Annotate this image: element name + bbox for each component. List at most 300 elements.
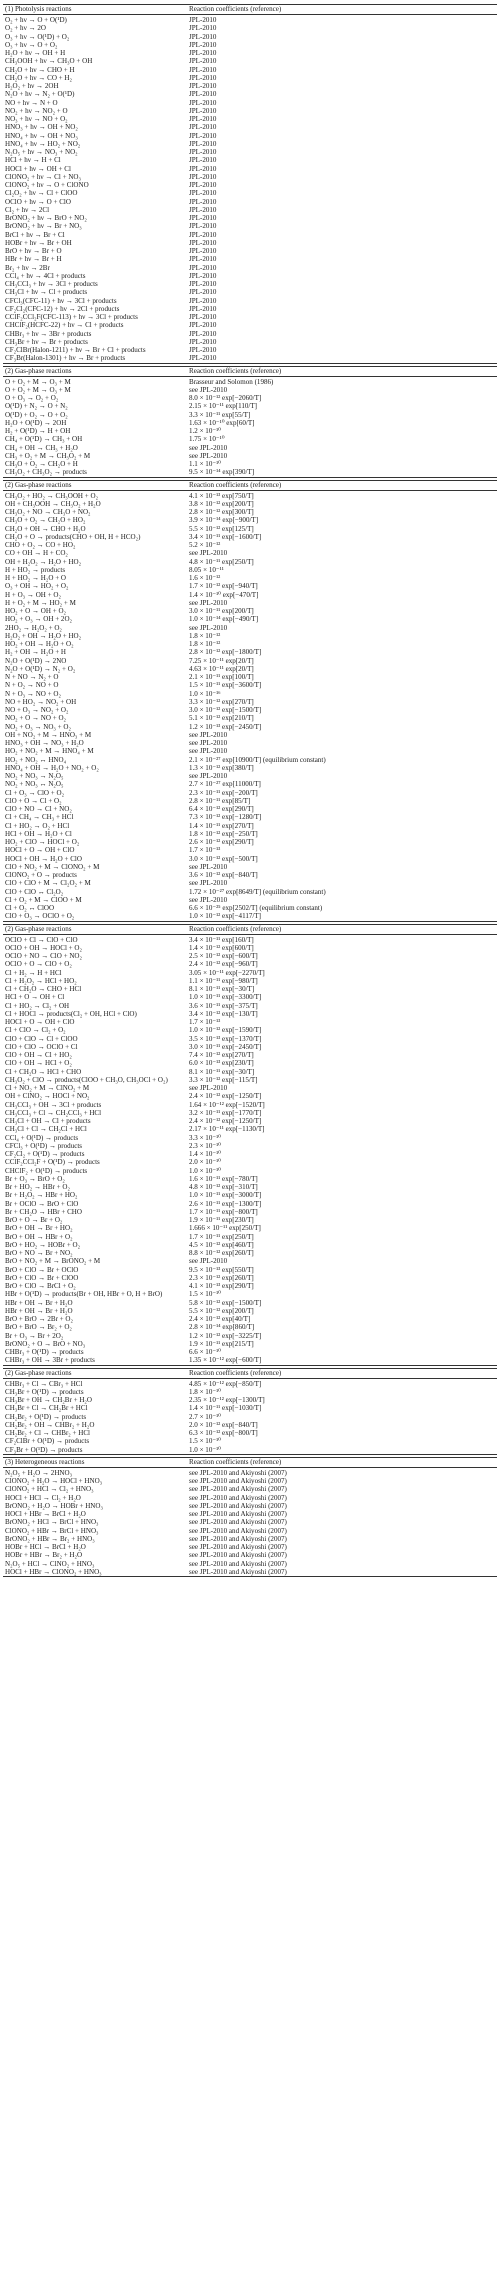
coefficient-cell: 1.9 × 10⁻¹¹ exp[230/T] [189,1216,254,1224]
table-row [3,855,497,863]
coefficient-cell: JPL-2010 [189,337,217,346]
coefficient-cell: JPL-2010 [189,329,217,338]
reaction-cell: N + NO → N₂ + O [5,673,59,681]
reaction-cell: ClO + ClO + M → Cl₂O₂ + M [5,879,91,888]
reaction-cell: BrCl + hν → Br + Cl [5,230,65,239]
table-row [3,665,497,673]
reaction-cell: HOCl + hν → OH + Cl [5,164,71,173]
coefficient-cell: 3.5 × 10⁻¹³ exp[−1370/T] [189,1034,262,1043]
reaction-cell: CH₃Br + O(¹D) → products [5,1387,84,1396]
table-row [3,558,497,566]
table-row [3,789,497,797]
table-row [3,24,497,32]
table-row [3,222,497,230]
reaction-cell: CH₂Br₂ + OH → CHBr₂ + H₂O [5,1420,95,1429]
reaction-cell: ClO + ClO ↔ Cl₂O₂ [5,887,64,896]
reaction-cell: BrONO₂ + O → BrO + NO₃ [5,1339,86,1348]
reaction-cell: Cl₂ + hν → 2Cl [5,205,50,214]
coefficient-cell: 1.6 × 10⁻¹¹ exp[−780/T] [189,1174,258,1183]
table-row [3,698,497,706]
coefficient-cell: see JPL-2010 and Akiyoshi (2007) [189,1567,287,1576]
section-header-row [3,924,497,935]
reaction-cell: ClO + OH → Cl + HO₂ [5,1051,72,1059]
reaction-cell: CH₃Cl + Cl → CH₂Cl + HCl [5,1125,87,1134]
reaction-cell: ClO + O₃ → OClO + O₂ [5,912,75,921]
coefficient-cell: 6.4 × 10⁻¹² exp[290/T] [189,805,254,813]
table-row [3,944,497,952]
reaction-cell: BrO + NO → Br + NO₂ [5,1249,73,1257]
table-row [3,16,497,24]
table-row [3,1315,497,1323]
coefficient-cell: 1.0 × 10⁻¹⁴ exp[−490/T] [189,615,259,624]
reaction-cell: ClO + NO → Cl + NO₂ [5,805,72,813]
coefficient-cell: 2.8 × 10⁻¹⁴ exp[860/T] [189,1323,255,1332]
coefficient-cell: 4.85 × 10⁻¹² exp[−850/T] [189,1379,262,1388]
coefficient-cell: 5.2 × 10⁻¹² [189,541,221,549]
coefficient-cell: 2.3 × 10⁻¹² exp[260/T] [189,1273,254,1282]
coefficient-cell: 2.1 × 10⁻¹¹ exp[100/T] [189,673,254,681]
coefficient-cell: 2.5 × 10⁻¹² exp[−600/T] [189,952,258,960]
reaction-cell: CHBr₃ + OH → 3Br + products [5,1356,95,1365]
coefficient-cell: 3.3 × 10⁻¹⁰ [189,1133,222,1142]
coefficient-cell: 1.35 × 10⁻¹² exp[−600/T] [189,1356,262,1365]
coefficient-cell: 1.4 × 10⁻¹⁰ [189,1150,222,1158]
reaction-cell: CH₃Br + Cl → CH₂Br + HCl [5,1404,88,1413]
coefficient-cell: 1.63 × 10⁻¹⁰ exp[60/T] [189,418,255,427]
coefficient-cell: 1.0 × 10⁻¹² exp[−4117/T] [189,912,261,921]
table-row [3,132,497,140]
reaction-cell: Cl + HO₂ → Cl₂ + OH [5,1001,70,1010]
table-row [3,830,497,838]
table-row [3,378,497,386]
table-row [3,1183,497,1191]
coefficient-cell: 1.9 × 10⁻¹¹ exp[215/T] [189,1339,254,1348]
reaction-cell: CH₂Br₂ + Cl → CHBr₂ + HCl [5,1429,91,1437]
table-row [3,419,497,427]
coefficient-cell: 3.0 × 10⁻¹¹ exp[−2450/T] [189,1042,262,1051]
reaction-cell: ClO + OH → HCl + O₂ [5,1059,72,1068]
coefficient-cell: 8.1 × 10⁻¹¹ exp[−30/T] [189,1067,255,1076]
reaction-cell: Br + H₂O₂ → HBr + HO₂ [5,1191,78,1200]
section-title: (2) Gas-phase reactions [5,924,72,933]
reaction-cell: CClF₂CCl₂F(CFC-113) + hν → 3Cl + products [5,313,138,321]
table-row [3,394,497,402]
reaction-cell: OH + NO₂ + M → HNO₃ + M [5,730,92,739]
coefficient-cell: 4.1 × 10⁻¹³ exp[750/T] [189,491,254,500]
section-divider [3,477,497,478]
column-header: Reaction coefficients (reference) [189,5,282,13]
table-row [3,1134,497,1142]
coefficient-cell: see JPL-2010 [189,730,228,739]
table-row [3,648,497,656]
reaction-cell: Br + CH₂O → HBr + CHO [5,1207,82,1216]
reaction-cell: Cl + O₃ → ClO + O₂ [5,788,65,797]
reaction-cell: CHClF₂(HCFC-22) + hν → Cl + products [5,321,124,330]
table-row [3,305,497,313]
coefficient-cell: 7.4 × 10⁻¹² exp[270/T] [189,1051,254,1059]
table-row [3,264,497,272]
coefficient-cell: see JPL-2010 [189,1257,228,1266]
coefficient-cell: JPL-2010 [189,49,217,57]
reaction-cell: HO₂ + OH → H₂O + O₂ [5,640,74,648]
table-row [3,615,497,623]
table-section [3,1457,497,1577]
reaction-cell: HOCl + OH → H₂O + ClO [5,854,82,863]
table-row [3,1018,497,1026]
coefficient-cell: JPL-2010 [189,32,217,41]
reaction-cell: CF₂Cl₂ + O(¹D) → products [5,1150,85,1158]
section-title: (2) Gas-phase reactions [5,480,72,489]
table-row [3,1323,497,1331]
table-row [3,33,497,41]
reaction-cell: CHClF₂ + O(¹D) → products [5,1166,88,1175]
table-row [3,1290,497,1298]
coefficient-cell: 1.1 × 10⁻¹⁰ [189,460,222,468]
table-row [3,272,497,280]
table-row [3,1494,497,1502]
reaction-cell: H + O₃ → OH + O₂ [5,590,61,599]
table-row [3,896,497,904]
coefficient-cell: 3.0 × 10⁻¹² exp[−500/T] [189,854,258,863]
reaction-cell: CCl₄ + hν → 4Cl + products [5,271,86,280]
table-row [3,1543,497,1551]
table-row [3,888,497,896]
table-row [3,1142,497,1150]
reaction-cell: H₂ + O(¹D) → H + OH [5,427,71,435]
table-row [3,41,497,49]
reaction-cell: H₂O₂ + hν → 2OH [5,82,59,90]
coefficient-cell: 6.6 × 10⁻¹⁰ [189,1348,222,1356]
table-row [3,690,497,698]
table-row [3,1266,497,1274]
column-header: Reaction coefficients (reference) [189,924,282,933]
reaction-cell: CO + OH → H + CO₂ [5,549,68,558]
coefficient-cell: JPL-2010 [189,156,217,165]
reaction-cell: OH + ClNO₂ → HOCl + NO₂ [5,1092,90,1101]
reaction-cell: N₂O₅ + HCl → ClNO₂ + HNO₃ [5,1559,95,1568]
table-row [3,1216,497,1224]
table-row [3,525,497,533]
coefficient-cell: JPL-2010 [189,24,217,33]
reaction-cell: OH + CH₃OOH → CH₃O₂ + H₂O [5,499,101,508]
reaction-cell: N₂O + hν → N₂ + O(¹D) [5,90,75,99]
table-row [3,879,497,887]
reaction-cell: HNO₃ + hν → OH + NO₂ [5,123,78,132]
coefficient-cell: 2.7 × 10⁻¹⁰ [189,1412,222,1421]
table-row [3,1469,497,1477]
reaction-cell: Cl + CH₂O → HCl + CHO [5,1067,82,1076]
table-row [3,156,497,164]
coefficient-cell: JPL-2010 [189,82,217,90]
table-row [3,772,497,780]
table-row [3,1340,497,1348]
reaction-cell: HBr + OH → Br + H₂O [5,1306,73,1315]
reaction-cell: CH₃O₂ + NO → CH₃O + NO₂ [5,508,91,516]
table-row [3,288,497,296]
coefficient-cell: 3.4 × 10⁻¹¹ exp[−1600/T] [189,532,262,541]
table-row [3,1282,497,1290]
table-row [3,977,497,985]
coefficient-cell: 2.35 × 10⁻¹² exp[−1300/T] [189,1396,265,1404]
coefficient-cell: 1.4 × 10⁻¹⁰ exp[−470/T] [189,590,259,599]
table-row [3,582,497,590]
reaction-cell: CH₂Br₂ + O(¹D) → products [5,1412,87,1421]
coefficient-cell: JPL-2010 [189,304,217,313]
coefficient-cell: JPL-2010 [189,181,217,189]
table-row [3,452,497,460]
reaction-cell: HO₂ + NO₂ + M → HNO₄ + M [5,747,94,756]
coefficient-cell: JPL-2010 [189,148,217,156]
table-section [3,1368,497,1455]
coefficient-cell: JPL-2010 [189,197,217,206]
reaction-cell: Cl + NO₂ + M → ClNO₂ + M [5,1084,90,1092]
table-row [3,952,497,960]
table-row [3,805,497,813]
reaction-cell: O(¹D) + N₂ → O + N₂ [5,402,68,411]
reaction-cell: BrONO₂ + hν → BrO + NO₂ [5,214,87,222]
coefficient-cell: 6.0 × 10⁻¹³ exp[230/T] [189,1059,254,1068]
coefficient-cell: JPL-2010 [189,98,217,107]
table-row [3,330,497,338]
table-row [3,1191,497,1199]
table-row [3,607,497,615]
coefficient-cell: 4.1 × 10⁻¹³ exp[290/T] [189,1282,254,1290]
coefficient-cell: 5.8 × 10⁻¹² exp[−1500/T] [189,1298,262,1307]
coefficient-cell: see JPL-2010 and Akiyoshi (2007) [189,1534,287,1543]
reaction-cell: BrO + BrO → Br₂ + O₂ [5,1323,72,1332]
reaction-cell: HCl + hν → H + Cl [5,156,61,165]
reaction-cell: BrO + hν → Br + O [5,247,62,255]
coefficient-cell: 6.3 × 10⁻¹² exp[−800/T] [189,1429,258,1437]
coefficient-cell: 1.5 × 10⁻¹¹ exp[−3600/T] [189,681,262,690]
table-row [3,1404,497,1412]
table-row [3,346,497,354]
reaction-cell: NO₂ + hν → NO₂ + O [5,106,68,115]
coefficient-cell: 4.8 × 10⁻¹¹ exp[250/T] [189,557,254,566]
table-row [3,354,497,362]
reaction-cell: CHBr₃ + hν → 3Br + products [5,329,92,338]
reaction-cell: N₂O + O(¹D) → 2NO [5,656,67,665]
table-row [3,49,497,57]
coefficient-cell: see JPL-2010 and Akiyoshi (2007) [189,1543,287,1551]
table-row [3,411,497,419]
table-row [3,936,497,944]
table-row [3,731,497,739]
table-row [3,1167,497,1175]
reaction-cell: O(¹D) + O₂ → O + O₂ [5,410,68,419]
table-row [3,1307,497,1315]
coefficient-cell: 2.4 × 10⁻¹² exp[40/T] [189,1315,251,1323]
table-row [3,189,497,197]
reaction-cell: BrONO₂ + H₂O → HOBr + HNO₃ [5,1501,103,1510]
reaction-cell: HOCl + O → OH + ClO [5,1018,75,1026]
table-row [3,1224,497,1232]
coefficient-cell: 3.3 × 10⁻¹¹ exp[55/T] [189,410,251,419]
table-row [3,1446,497,1454]
reaction-cell: CH₃Cl + OH → Cl + products [5,1117,91,1125]
reaction-cell: O₂ + hν → 2O [5,24,46,33]
table-section [3,924,497,1366]
section-divider [3,363,497,364]
reaction-cell: O₃ + hν → O(¹D) + O₂ [5,32,70,41]
reaction-cell: CFCl₃(CFC-11) + hν → 3Cl + products [5,296,117,305]
coefficient-cell: 2.8 × 10⁻¹² exp[−1800/T] [189,648,262,657]
table-row [3,541,497,549]
table-row [3,1249,497,1257]
reaction-cell: HOCl + HBr → ClONO₂ + HNO₃ [5,1567,102,1576]
coefficient-cell: 3.6 × 10⁻¹¹ exp[−375/T] [189,1001,258,1010]
coefficient-cell: JPL-2010 [189,313,217,321]
coefficient-cell: JPL-2010 [189,271,217,280]
table-row [3,624,497,632]
reaction-cell: BrONO₂ + HBr → Br₂ + HNO₃ [5,1534,95,1543]
reaction-cell: OClO + O → ClO + O₂ [5,960,72,969]
section-header-row [3,480,497,491]
reaction-cell: CHBr₃ + O(¹D) → products [5,1348,84,1356]
table-row [3,969,497,977]
table-row [3,599,497,607]
coefficient-cell: 1.0 × 10⁻¹⁶ [189,689,221,698]
coefficient-cell: 5.5 × 10⁻¹² exp[125/T] [189,524,254,533]
reaction-cell: HOCl + O → OH + ClO [5,846,75,855]
reaction-cell: CFCl₃ + O(¹D) → products [5,1141,83,1150]
table-row [3,681,497,689]
table-row [3,1518,497,1526]
coefficient-cell: JPL-2010 [189,280,217,288]
reaction-cell: N + O₂ → NO + O [5,681,59,690]
reaction-cell: H₂O + O(¹D) → 2OH [5,418,67,427]
coefficient-cell: see JPL-2010 and Akiyoshi (2007) [189,1518,287,1527]
reaction-cell: NO + O₃ → NO₂ + O₂ [5,706,69,714]
coefficient-cell: JPL-2010 [189,172,217,181]
coefficient-cell: 1.0 × 10⁻¹⁰ [189,1166,222,1175]
reaction-cell: O + O₂ + M → O₃ + M [5,385,71,394]
table-row [3,1101,497,1109]
table-row [3,82,497,90]
coefficient-cell: 3.4 × 10⁻¹² exp[−130/T] [189,1009,258,1018]
coefficient-cell: see JPL-2010 and Akiyoshi (2007) [189,1526,287,1535]
table-row [3,1200,497,1208]
coefficient-cell: JPL-2010 [189,354,217,363]
table-row [3,1332,497,1340]
section-divider [3,921,497,922]
section-header-row [3,1457,497,1468]
reaction-cell: BrO + ClO → Br + OClO [5,1265,79,1274]
coefficient-cell: see JPL-2010 [189,862,228,871]
coefficient-cell: see JPL-2010 [189,598,228,607]
table-row [3,739,497,747]
table-row [3,1560,497,1568]
coefficient-cell: 8.05 × 10⁻¹¹ [189,565,224,574]
reaction-cell: 2HO₂ → H₂O₂ + O₂ [5,623,62,632]
table-row [3,1380,497,1388]
reaction-cell: HBr + hν → Br + H [5,255,62,264]
table-row [3,960,497,968]
table-row [3,1299,497,1307]
reaction-cell: N₂O₅ + hν → NO₃ + NO₂ [5,148,78,156]
table-row [3,1084,497,1092]
reaction-cell: HNO₄ + hν → OH + NO₃ [5,131,78,140]
table-row [3,280,497,288]
table-row [3,427,497,435]
table-row [3,912,497,920]
coefficient-cell: 1.3 × 10⁻¹² exp[380/T] [189,763,254,772]
coefficient-cell: 2.3 × 10⁻¹⁰ [189,1141,222,1150]
table-row [3,74,497,82]
coefficient-cell: 1.5 × 10⁻¹⁰ [189,1290,222,1299]
table-row [3,386,497,394]
table-row [3,321,497,329]
table-row [3,468,497,476]
reaction-cell: H₂ + OH → H₂O + H [5,648,67,657]
table-row [3,1396,497,1404]
table-row [3,1485,497,1493]
table-row [3,500,497,508]
coefficient-cell: 2.6 × 10⁻¹² exp[290/T] [189,838,254,846]
coefficient-cell: 7.3 × 10⁻¹² exp[−1280/T] [189,813,262,822]
coefficient-cell: 8.8 × 10⁻¹² exp[260/T] [189,1249,254,1257]
table-row [3,797,497,805]
coefficient-cell: 6.6 × 10⁻²⁵ exp[2502/T] (equilibrium constant) [189,904,323,912]
reaction-cell: BrO + ClO → Br + ClOO [5,1273,79,1282]
reaction-cell: BrO + OH → HBr + O₂ [5,1232,73,1241]
coefficient-cell: 4.5 × 10⁻¹² exp[460/T] [189,1240,254,1249]
table-row [3,66,497,74]
table-row [3,1568,497,1576]
reaction-cell: HBr + OH → Br + H₂O [5,1298,73,1307]
reaction-cell: HNO₃ + OH → NO₃ + H₂O [5,739,84,747]
reaction-cell: O₂ + hν → O + O(¹D) [5,16,67,24]
coefficient-cell: see JPL-2010 [189,879,228,888]
table-row [3,657,497,665]
coefficient-cell: 3.2 × 10⁻¹¹ exp[−1770/T] [189,1108,262,1117]
reaction-cell: BrO + HO₂ → HOBr + O₂ [5,1240,81,1249]
table-row [3,297,497,305]
table-row [3,1068,497,1076]
reaction-cell: ClO + O → Cl + O₂ [5,796,62,805]
coefficient-cell: JPL-2010 [189,288,217,297]
table-row [3,173,497,181]
coefficient-cell: JPL-2010 [189,214,217,222]
table-row [3,985,497,993]
coefficient-cell: see JPL-2010 [189,895,228,904]
table-row [3,1257,497,1265]
reaction-cell: Cl + O₂ ↔ ClOO [5,904,55,912]
reaction-cell: CH₃O + O₂ → CH₂O + H [5,460,78,468]
coefficient-cell: JPL-2010 [189,247,217,255]
coefficient-cell: 1.72 × 10⁻²⁷ exp[8649/T] (equilibrium constant) [189,887,326,896]
table-row [3,1388,497,1396]
reaction-cell: CHO + O₂ → CO + HO₂ [5,541,76,549]
reaction-cell: ClO + ClO → OClO + Cl [5,1042,78,1051]
reaction-cell: BrO + OH → Br + HO₂ [5,1224,73,1233]
coefficient-cell: 1.4 × 10⁻¹¹ exp[270/T] [189,821,254,830]
coefficient-cell: 3.0 × 10⁻¹¹ exp[200/T] [189,607,254,615]
coefficient-cell: see JPL-2010 and Akiyoshi (2007) [189,1468,287,1477]
coefficient-cell: 4.8 × 10⁻¹² exp[−310/T] [189,1183,258,1191]
reaction-cell: HCl + OH → H₂O + Cl [5,829,72,838]
table-row [3,1477,497,1485]
table-row [3,231,497,239]
reaction-cell: CH₂O + OH → CHO + H₂O [5,524,86,533]
reaction-cell: CH₄ + OH → CH₃ + H₂O [5,443,78,452]
table-row [3,673,497,681]
reaction-cell: HOBr + hν → Br + OH [5,238,72,247]
reaction-cell: ClONO₂ + H₂O → HOCl + HNO₃ [5,1477,103,1485]
table-row [3,516,497,524]
table-row [3,1233,497,1241]
reaction-cell: NO + HO₂ → NO₂ + OH [5,697,77,706]
